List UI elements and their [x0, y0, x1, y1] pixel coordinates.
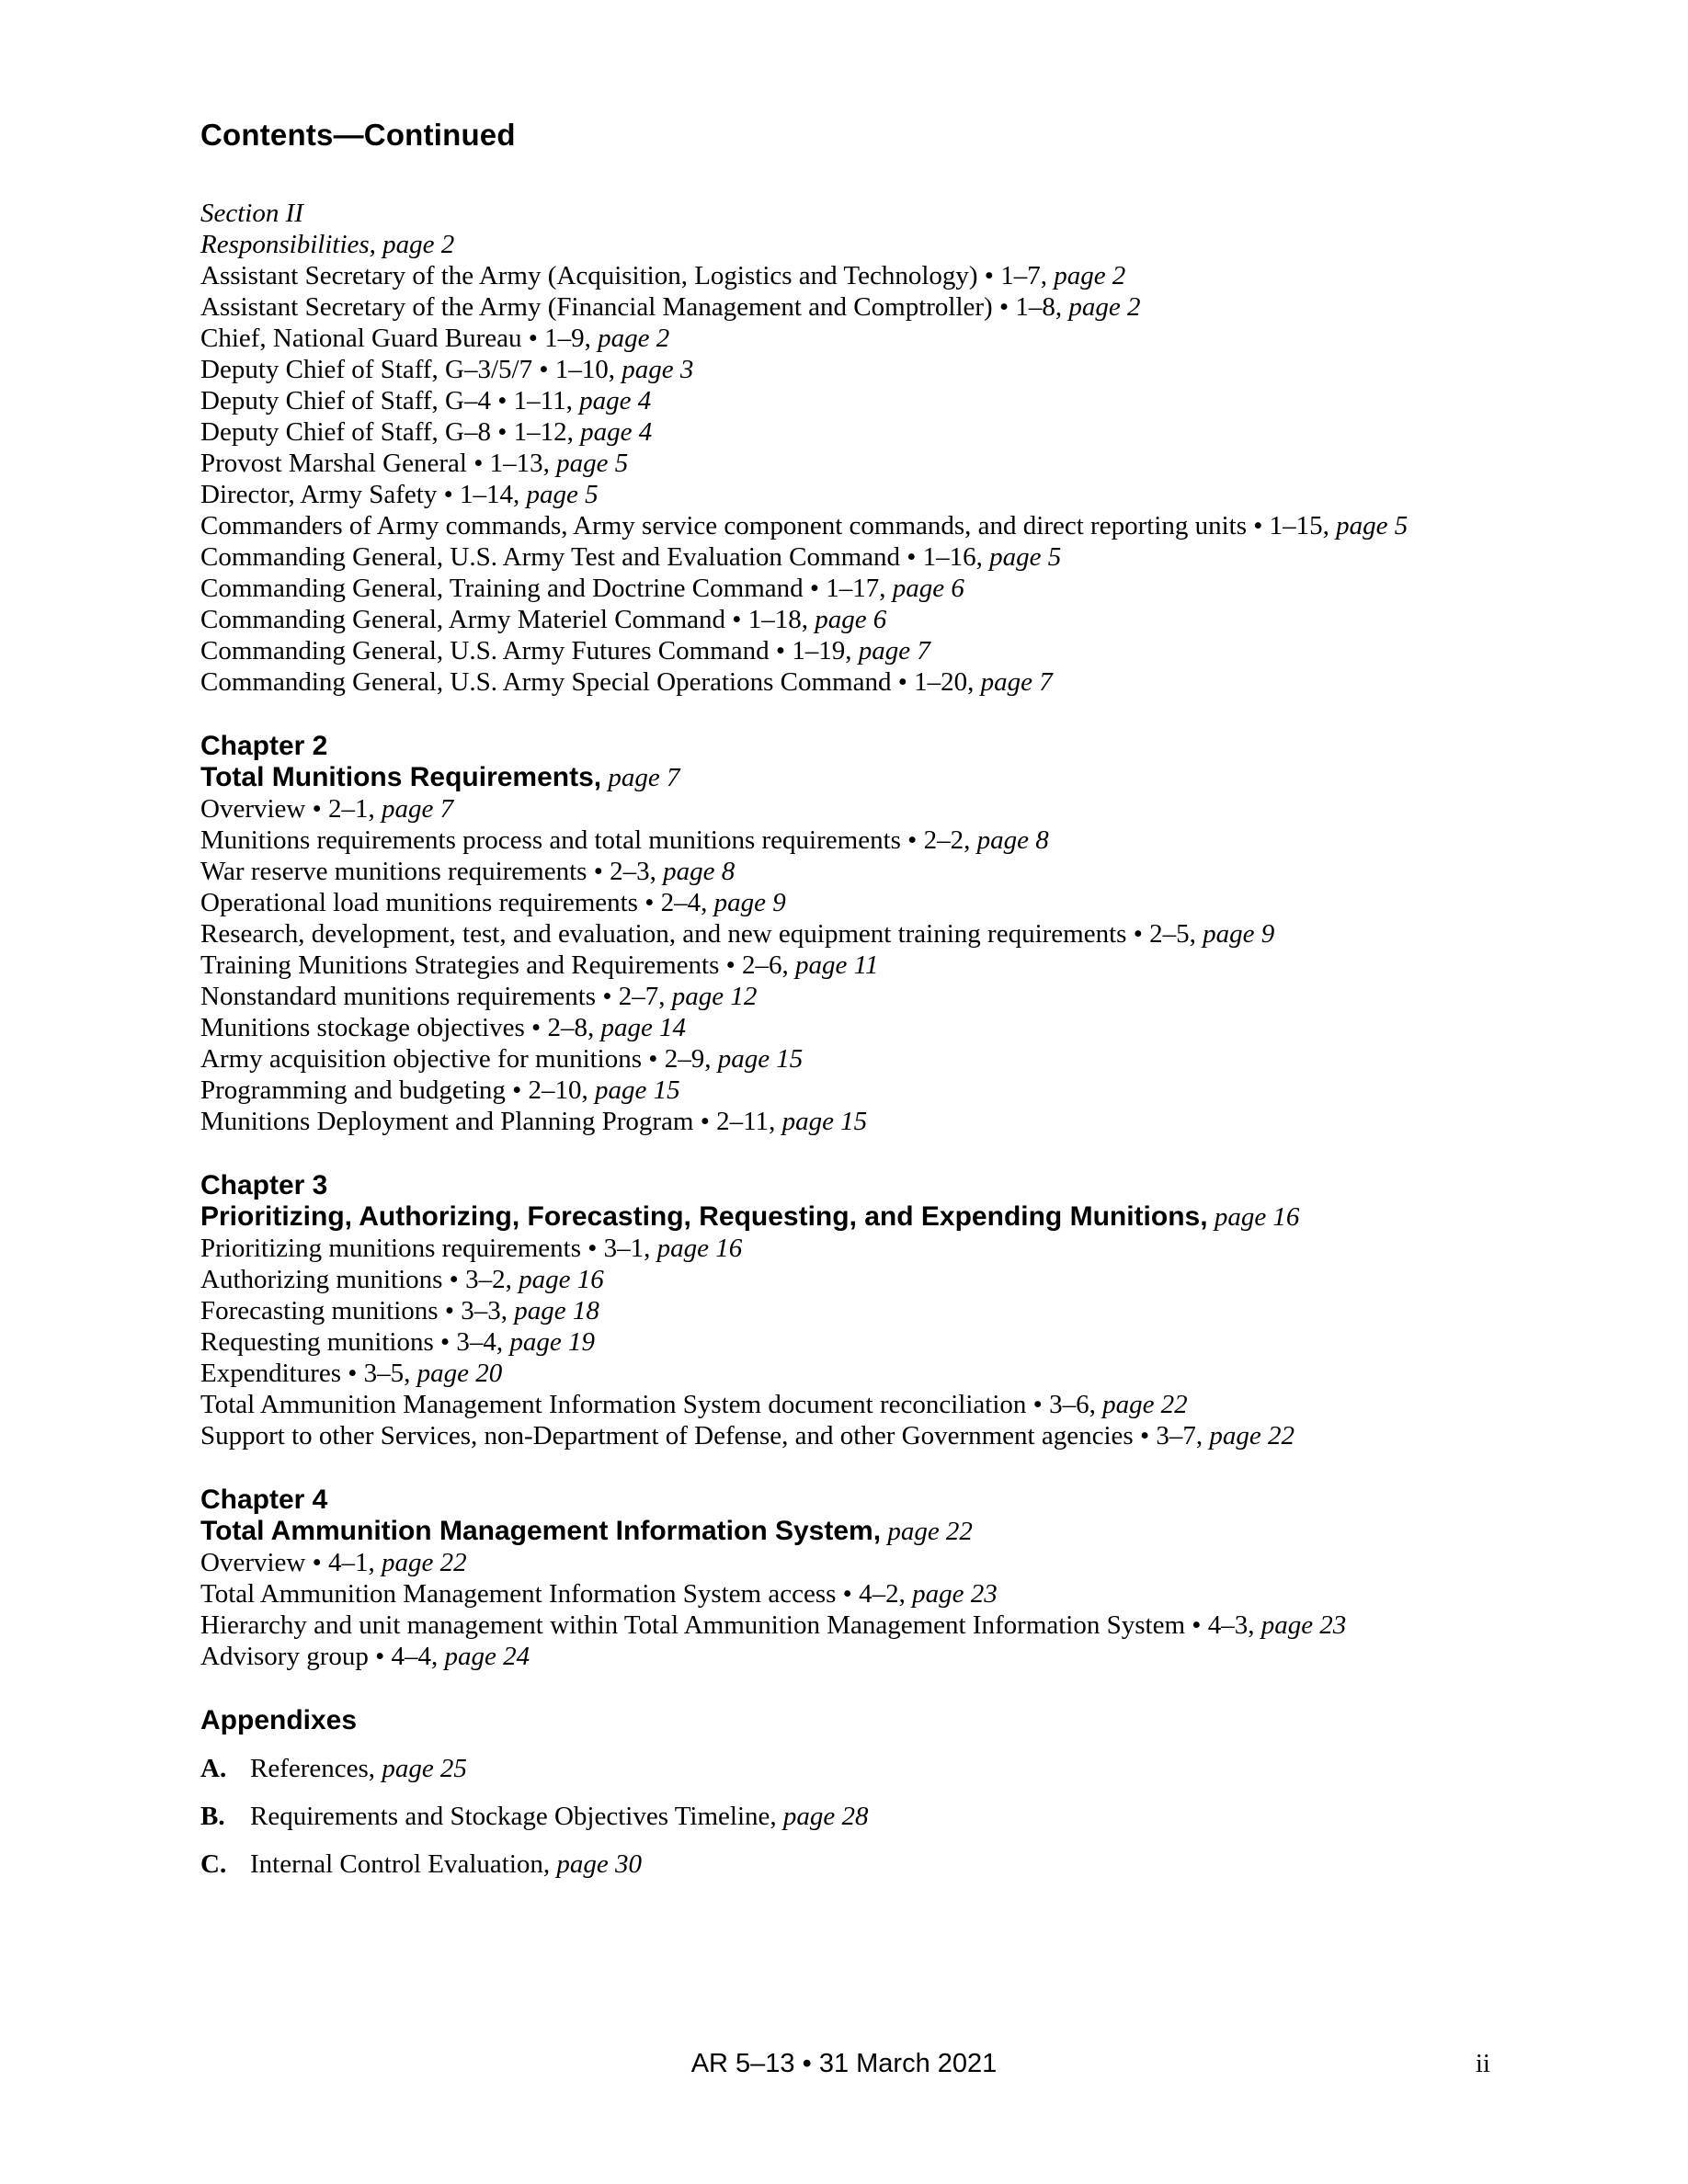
toc-intro-line: Section II — [200, 199, 303, 228]
comma-separator: , — [587, 1013, 601, 1042]
entry-ref: 2–7 — [618, 982, 659, 1011]
appendixes-heading: Appendixes — [200, 1705, 358, 1735]
comma-separator: , — [505, 1265, 519, 1294]
toc-entry — [200, 981, 1491, 1012]
toc-entry — [200, 1295, 1491, 1326]
toc-entry — [200, 323, 1491, 354]
toc-entry — [200, 479, 1491, 510]
entry-ref: 1–16 — [922, 542, 976, 572]
comma-separator: , — [975, 542, 990, 572]
comma-separator: , — [431, 1642, 445, 1671]
entry-text: Commanding General, U.S. Army Futures Command — [200, 636, 770, 665]
entry-ref: 1–9 — [544, 324, 585, 353]
entry-page-label: page 8 — [976, 825, 1049, 855]
comma-separator: , — [404, 1359, 417, 1388]
entry-page-label: page 23 — [912, 1579, 998, 1609]
entry-text: Munitions stockage objectives — [200, 1013, 525, 1042]
entry-text: Munitions Deployment and Planning Program — [200, 1107, 694, 1136]
entry-text: Overview — [200, 1548, 306, 1577]
chapter-block — [200, 1170, 1491, 1451]
chapter-block — [200, 1484, 1491, 1672]
entry-text: Army acquisition objective for munitions — [200, 1044, 643, 1074]
toc-entry — [200, 1641, 1491, 1672]
toc-entry — [200, 1358, 1491, 1389]
entry-ref: 1–13 — [489, 449, 543, 478]
comma-separator: , — [769, 1107, 782, 1136]
entry-ref: 4–1 — [328, 1548, 369, 1577]
page-header-title: Contents—Continued — [200, 118, 516, 152]
appendix-item — [200, 1848, 1491, 1880]
comma-separator: , — [879, 574, 893, 603]
chapter-block — [200, 731, 1491, 1137]
toc-entry — [200, 1043, 1491, 1075]
entry-text: Total Ammunition Management Information System document reconciliation — [200, 1390, 1027, 1419]
entry-text: Hierarchy and unit management within Total Ammunition Management Information System — [200, 1610, 1186, 1640]
comma-separator: , — [967, 667, 981, 697]
appendix-text: References, — [250, 1754, 376, 1783]
entry-ref: 2–4 — [660, 888, 701, 917]
bullet-separator: • — [305, 794, 328, 824]
entry-ref: 2–6 — [742, 950, 782, 980]
toc-entry — [200, 1264, 1491, 1295]
entry-ref: 2–9 — [664, 1044, 705, 1074]
entry-ref: 1–18 — [747, 605, 802, 634]
comma-separator: , — [898, 1579, 913, 1609]
entry-page-label: page 7 — [980, 667, 1053, 697]
comma-separator: , — [565, 386, 580, 415]
toc-entry — [200, 260, 1491, 291]
entry-text: Operational load munitions requirements — [200, 888, 638, 917]
toc-intro-line: Responsibilities, page 2 — [200, 230, 455, 259]
entry-page-label: page 18 — [514, 1296, 599, 1325]
comma-separator: , — [658, 982, 672, 1011]
entry-page-label: page 22 — [1102, 1390, 1188, 1419]
entry-page-label: page 5 — [556, 449, 629, 478]
bullet-separator: • — [803, 574, 827, 603]
bullet-separator: • — [341, 1359, 364, 1388]
toc-entry — [200, 793, 1491, 825]
entry-text: War reserve munitions requirements — [200, 857, 587, 886]
entry-page-label: page 9 — [1203, 919, 1275, 949]
appendix-page-label: page 28 — [782, 1802, 869, 1831]
toc-entry — [200, 1233, 1491, 1264]
entry-ref: 1–10 — [554, 355, 609, 384]
bullet-separator: • — [891, 667, 915, 697]
entry-text: Munitions requirements process and total munitions requirements — [200, 825, 901, 855]
toc-entry — [200, 573, 1491, 604]
entry-text: Commanding General, U.S. Army Special Operations Command — [200, 667, 892, 697]
entry-page-label: page 3 — [622, 355, 694, 384]
entry-ref: 3–3 — [461, 1296, 501, 1325]
toc-entry — [200, 666, 1491, 698]
bullet-separator: • — [442, 1265, 466, 1294]
entry-page-label: page 7 — [382, 794, 454, 824]
entry-text: Forecasting munitions — [200, 1296, 439, 1325]
comma-separator: , — [781, 950, 796, 980]
entry-ref: 4–4 — [391, 1642, 432, 1671]
bullet-separator: • — [433, 1327, 457, 1357]
entry-page-label: page 22 — [1209, 1421, 1295, 1450]
entry-ref: 3–7 — [1156, 1421, 1196, 1450]
bullet-separator: • — [1026, 1390, 1050, 1419]
toc-section-intro — [200, 198, 1491, 260]
comma-separator: , — [1322, 511, 1337, 540]
chapter-title-line — [200, 1201, 1491, 1233]
comma-separator: , — [368, 1548, 382, 1577]
toc-entry — [200, 1012, 1491, 1043]
entry-text: Provost Marshal General — [200, 449, 467, 478]
toc-entry — [200, 291, 1491, 323]
appendix-items — [200, 1753, 1491, 1880]
entry-ref: 2–1 — [328, 794, 369, 824]
bullet-separator: • — [587, 857, 610, 886]
entry-ref: 4–2 — [859, 1579, 899, 1609]
entry-text: Nonstandard munitions requirements — [200, 982, 597, 1011]
footer-citation: AR 5–13 • 31 March 2021 — [690, 2049, 998, 2078]
bullet-separator: • — [1126, 919, 1150, 949]
entry-text: Training Munitions Strategies and Requirements — [200, 950, 720, 980]
entry-text: Director, Army Safety — [200, 480, 438, 509]
entry-text: Programming and budgeting — [200, 1075, 506, 1105]
entry-ref: 3–2 — [465, 1265, 506, 1294]
toc-entry — [200, 1389, 1491, 1420]
bullet-separator: • — [368, 1642, 392, 1671]
entry-page-label: page 2 — [1068, 292, 1141, 322]
toc-entry — [200, 1610, 1491, 1641]
entry-ref: 2–3 — [610, 857, 650, 886]
appendix-text: Requirements and Stockage Objectives Timeline, — [250, 1802, 777, 1831]
bullet-separator: • — [521, 324, 545, 353]
appendix-text: Internal Control Evaluation, — [250, 1849, 551, 1879]
chapter-number: Chapter 3 — [200, 1170, 328, 1200]
entry-page-label: page 6 — [892, 574, 964, 603]
entry-ref: 1–11 — [513, 386, 566, 415]
comma-separator: , — [496, 1327, 510, 1357]
entry-ref: 2–8 — [547, 1013, 587, 1042]
entry-ref: 2–11 — [716, 1107, 770, 1136]
comma-separator: , — [1040, 261, 1055, 290]
entry-page-label: page 12 — [671, 982, 758, 1011]
entry-page-label: page 14 — [600, 1013, 687, 1042]
entry-page-label: page 4 — [579, 386, 652, 415]
entry-text: Commanding General, Training and Doctrine Command — [200, 574, 804, 603]
toc-entry — [200, 354, 1491, 385]
entry-page-label: page 24 — [444, 1642, 530, 1671]
entry-ref: 2–2 — [923, 825, 964, 855]
entry-page-label: page 6 — [815, 605, 887, 634]
toc-entry — [200, 1326, 1491, 1358]
comma-separator: , — [584, 324, 599, 353]
comma-separator: , — [701, 888, 714, 917]
entry-page-label: page 15 — [717, 1044, 804, 1074]
entry-page-label: page 15 — [595, 1075, 680, 1105]
bullet-separator: • — [1247, 511, 1270, 540]
entry-ref: 2–5 — [1149, 919, 1190, 949]
entry-page-label: page 20 — [416, 1359, 503, 1388]
bullet-separator: • — [581, 1234, 604, 1263]
chapter-title: Total Munitions Requirements, — [200, 762, 602, 792]
bullet-separator: • — [532, 355, 555, 384]
entry-text: Research, development, test, and evaluation, and new equipment training requirements — [200, 919, 1127, 949]
entry-page-label: page 16 — [519, 1265, 604, 1294]
toc-content — [200, 117, 1491, 1880]
toc-entry — [200, 1547, 1491, 1578]
bullet-separator: • — [438, 1296, 462, 1325]
comma-separator: , — [845, 636, 859, 665]
toc-entry — [200, 950, 1491, 981]
entry-text: Total Ammunition Management Information System access — [200, 1579, 837, 1609]
entry-text: Expenditures — [200, 1359, 342, 1388]
entry-text: Prioritizing munitions requirements — [200, 1234, 582, 1263]
comma-separator: , — [644, 1234, 657, 1263]
entry-text: Authorizing munitions — [200, 1265, 443, 1294]
entry-text: Overview — [200, 794, 306, 824]
entry-page-label: page 5 — [989, 542, 1062, 572]
appendix-page-label: page 30 — [556, 1849, 643, 1879]
comma-separator: , — [1248, 1610, 1261, 1640]
toc-entry — [200, 1075, 1491, 1106]
entry-page-label: page 11 — [795, 950, 879, 980]
bullet-separator: • — [642, 1044, 665, 1074]
chapter-page-label: page 7 — [608, 763, 680, 792]
toc-entry — [200, 448, 1491, 479]
toc-entry — [200, 825, 1491, 856]
toc-entry — [200, 635, 1491, 666]
entry-ref: 3–1 — [603, 1234, 644, 1263]
comma-separator: , — [704, 1044, 718, 1074]
bullet-separator: • — [466, 449, 490, 478]
toc-entry — [200, 510, 1491, 541]
entry-page-label: page 2 — [598, 324, 670, 353]
entry-ref: 1–15 — [1269, 511, 1323, 540]
entry-page-label: page 16 — [656, 1234, 743, 1263]
entry-ref: 1–17 — [826, 574, 880, 603]
toc-entry — [200, 856, 1491, 887]
toc-section2-entries — [200, 260, 1491, 698]
entry-text: Deputy Chief of Staff, G–8 — [200, 417, 491, 447]
toc-entry — [200, 385, 1491, 416]
entry-page-label: page 5 — [1336, 511, 1409, 540]
entry-ref: 3–5 — [363, 1359, 405, 1388]
bullet-separator: • — [637, 888, 661, 917]
appendix-item — [200, 1753, 1491, 1784]
toc-entry — [200, 1420, 1491, 1451]
bullet-separator: • — [977, 261, 1001, 290]
comma-separator: , — [581, 1075, 595, 1105]
entry-page-label: page 23 — [1260, 1610, 1347, 1640]
chapter-title: Prioritizing, Authorizing, Forecasting, Requesting, and Expending Munitions, — [200, 1201, 1208, 1232]
bullet-separator: • — [769, 636, 793, 665]
entry-ref: 3–6 — [1049, 1390, 1089, 1419]
chapter-title-line — [200, 1516, 1491, 1547]
bullet-separator: • — [1185, 1610, 1208, 1640]
comma-separator: , — [608, 355, 622, 384]
entry-ref: 4–3 — [1207, 1610, 1249, 1640]
entry-page-label: page 15 — [781, 1107, 868, 1136]
entry-text: Commanding General, U.S. Army Test and Evaluation Command — [200, 542, 900, 572]
toc-appendixes — [200, 1705, 1491, 1880]
entry-page-label: page 9 — [713, 888, 786, 917]
bullet-separator: • — [900, 825, 924, 855]
comma-separator: , — [964, 825, 977, 855]
entry-text: Advisory group — [200, 1642, 369, 1671]
space-separator — [1208, 1202, 1215, 1232]
entry-text: Support to other Services, non-Department of Defense, and other Government agencies — [200, 1421, 1134, 1450]
chapter-number: Chapter 2 — [200, 731, 328, 761]
chapter-page-label: page 16 — [1214, 1202, 1300, 1232]
bullet-separator: • — [305, 1548, 328, 1577]
toc-entry — [200, 541, 1491, 573]
comma-separator: , — [1089, 1390, 1103, 1419]
entry-text: Requesting munitions — [200, 1327, 434, 1357]
bullet-separator: • — [596, 982, 619, 1011]
entry-page-label: page 19 — [509, 1327, 596, 1357]
entry-page-label: page 7 — [858, 636, 930, 665]
entry-page-label: page 4 — [580, 417, 653, 447]
entry-page-label: page 8 — [663, 857, 736, 886]
appendix-letter: A. — [200, 1754, 227, 1783]
entry-page-label: page 2 — [1054, 261, 1126, 290]
bullet-separator: • — [725, 605, 748, 634]
footer-page-number: ii — [1475, 2049, 1490, 2078]
comma-separator: , — [566, 417, 581, 447]
entry-ref: 1–7 — [1000, 261, 1041, 290]
comma-separator: , — [513, 480, 527, 509]
chapter-title-line — [200, 762, 1491, 793]
entry-text: Commanding General, Army Materiel Command — [200, 605, 726, 634]
entry-page-label: page 22 — [382, 1548, 467, 1577]
comma-separator: , — [1189, 919, 1203, 949]
entry-ref: 1–19 — [792, 636, 846, 665]
entry-ref: 2–10 — [528, 1075, 582, 1105]
bullet-separator: • — [992, 292, 1016, 322]
appendix-letter: C. — [200, 1849, 227, 1879]
toc-entry — [200, 416, 1491, 448]
entry-text: Deputy Chief of Staff, G–4 — [200, 386, 491, 415]
comma-separator: , — [368, 794, 382, 824]
toc-entry — [200, 604, 1491, 635]
toc-entry — [200, 1106, 1491, 1137]
entry-page-label: page 5 — [526, 480, 599, 509]
comma-separator: , — [500, 1296, 515, 1325]
bullet-separator: • — [524, 1013, 548, 1042]
comma-separator: , — [1195, 1421, 1210, 1450]
bullet-separator: • — [491, 417, 514, 447]
bullet-separator: • — [719, 950, 743, 980]
bullet-separator: • — [1133, 1421, 1157, 1450]
entry-ref: 1–8 — [1015, 292, 1055, 322]
toc-chapters — [200, 731, 1491, 1672]
entry-ref: 1–20 — [914, 667, 968, 697]
toc-entry — [200, 918, 1491, 950]
chapter-title: Total Ammunition Management Information System, — [200, 1516, 882, 1546]
entry-text: Assistant Secretary of the Army (Financial Management and Comptroller) — [200, 292, 993, 322]
bullet-separator: • — [836, 1579, 860, 1609]
comma-separator: , — [542, 449, 557, 478]
page-footer — [0, 2048, 1688, 2085]
comma-separator: , — [1055, 292, 1069, 322]
comma-separator: , — [649, 857, 664, 886]
entry-text: Commanders of Army commands, Army service component commands, and direct reporting units — [200, 511, 1248, 540]
entry-ref: 1–14 — [460, 480, 514, 509]
bullet-separator: • — [437, 480, 461, 509]
entry-ref: 1–12 — [513, 417, 567, 447]
bullet-separator: • — [900, 542, 923, 572]
chapter-page-label: page 22 — [887, 1517, 973, 1546]
space-separator — [777, 1802, 783, 1831]
appendix-item — [200, 1801, 1491, 1832]
comma-separator: , — [801, 605, 815, 634]
entry-text: Assistant Secretary of the Army (Acquisition, Logistics and Technology) — [200, 261, 978, 290]
appendix-letter: B. — [200, 1802, 225, 1831]
toc-entry — [200, 887, 1491, 918]
appendix-page-label: page 25 — [382, 1754, 467, 1783]
toc-entry — [200, 1578, 1491, 1610]
entry-ref: 3–4 — [456, 1327, 496, 1357]
chapter-number: Chapter 4 — [200, 1484, 328, 1515]
bullet-separator: • — [491, 386, 514, 415]
bullet-separator: • — [693, 1107, 717, 1136]
bullet-separator: • — [505, 1075, 529, 1105]
entry-text: Chief, National Guard Bureau — [200, 324, 522, 353]
entry-text: Deputy Chief of Staff, G–3/5/7 — [200, 355, 533, 384]
